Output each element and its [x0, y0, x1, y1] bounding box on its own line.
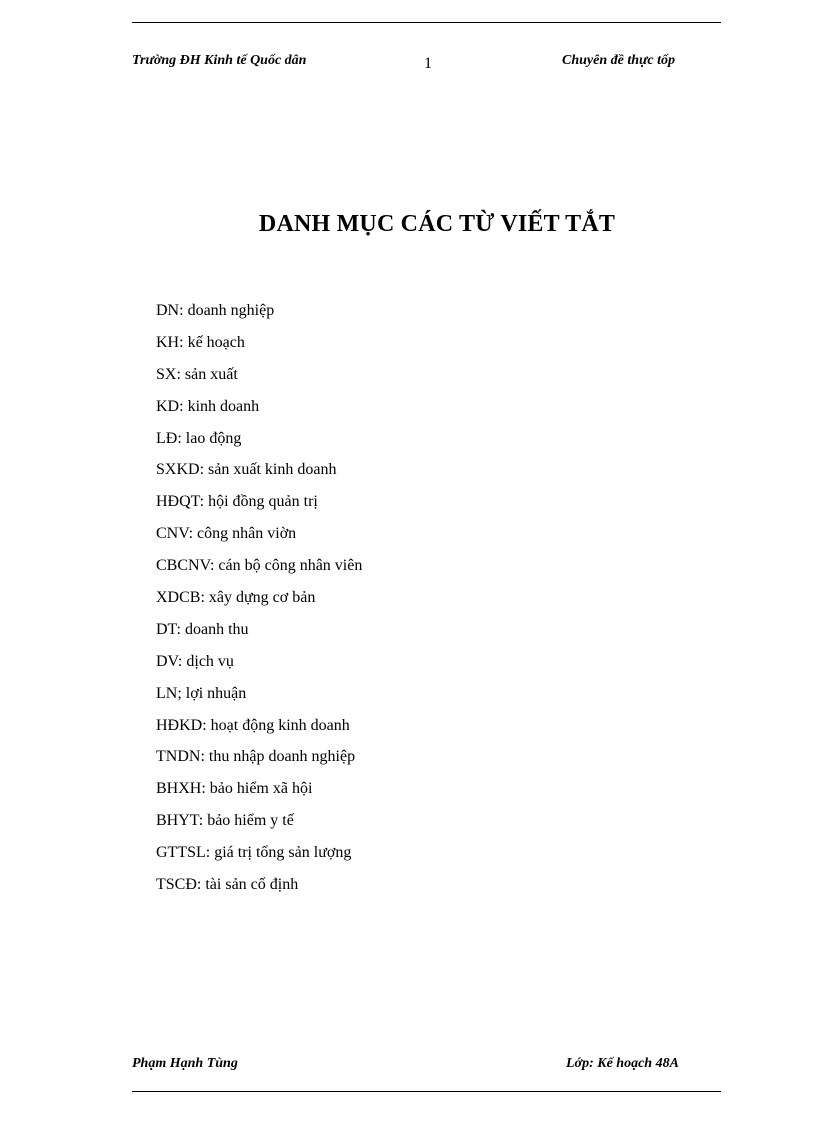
- list-item: [156, 364, 362, 396]
- list-item: [156, 459, 362, 491]
- abbreviation: CNV:: [156, 525, 194, 543]
- page-title: DANH MỤC CÁC TỪ VIẾT TẮT: [258, 211, 616, 237]
- list-item: [156, 778, 362, 810]
- footer-author-name: Phạm Hạnh Tùng: [132, 1056, 238, 1071]
- abbreviation-meaning: bảo hiểm y tế: [207, 812, 294, 830]
- header-rule: [132, 22, 721, 23]
- list-item: [156, 874, 362, 906]
- abbreviation: DV:: [156, 652, 183, 670]
- abbreviation: LĐ:: [156, 429, 182, 447]
- abbreviation-meaning: thu nhập doanh nghiệp: [208, 748, 356, 766]
- footer-rule: [132, 1091, 721, 1092]
- list-item: [156, 523, 362, 555]
- abbreviation-meaning: công nhân viờn: [197, 525, 297, 543]
- list-item: [156, 587, 362, 619]
- footer-class-name: Lớp: Kế hoạch 48A: [566, 1056, 679, 1071]
- abbreviation-meaning: lợi nhuận: [185, 684, 247, 702]
- abbreviation: HĐKD:: [156, 716, 207, 734]
- abbreviation: KH:: [156, 333, 184, 351]
- abbreviation: HĐQT:: [156, 493, 205, 511]
- abbreviation: DT:: [156, 620, 181, 638]
- list-item: [156, 491, 362, 523]
- list-item: [156, 300, 362, 332]
- abbreviation: BHYT:: [156, 812, 204, 830]
- abbreviation-meaning: giá trị tổng sản lượng: [214, 844, 352, 862]
- list-item: [156, 746, 362, 778]
- abbreviation: TNDN:: [156, 748, 205, 766]
- list-item: [156, 651, 362, 683]
- abbreviation-meaning: kế hoạch: [187, 333, 245, 351]
- page-number: 1: [424, 55, 432, 72]
- list-item: [156, 555, 362, 587]
- abbreviation-meaning: doanh nghiệp: [187, 302, 275, 319]
- abbreviation: GTTSL:: [156, 844, 211, 862]
- abbreviation-meaning: bảo hiểm xã hội: [209, 780, 313, 798]
- header-document-type: Chuyên đề thực tốp: [562, 53, 676, 68]
- abbreviation: DN:: [156, 302, 184, 319]
- abbreviation-meaning: tài sản cố định: [205, 876, 299, 894]
- abbreviation: SXKD:: [156, 461, 205, 479]
- abbreviation-meaning: hội đồng quản trị: [208, 493, 318, 511]
- list-item: [156, 332, 362, 364]
- list-item: [156, 396, 362, 428]
- abbreviation: KD:: [156, 397, 184, 415]
- abbreviation-meaning: doanh thu: [184, 620, 249, 638]
- abbreviation: SX:: [156, 365, 181, 383]
- list-item: [156, 715, 362, 747]
- header-school-name: Trường ĐH Kinh tế Quốc dân: [132, 53, 307, 68]
- abbreviation-meaning: sản xuất: [184, 365, 238, 383]
- abbreviation-meaning: xây dựng cơ bản: [208, 589, 316, 607]
- list-item: [156, 683, 362, 715]
- abbreviation-meaning: cán bộ công nhân viên: [218, 557, 363, 575]
- list-item: [156, 619, 362, 651]
- abbreviation-meaning: hoạt động kinh doanh: [210, 716, 350, 734]
- abbreviation: CBCNV:: [156, 557, 215, 575]
- abbreviation: TSCĐ:: [156, 876, 202, 894]
- abbreviation: XDCB:: [156, 589, 205, 607]
- list-item: [156, 428, 362, 460]
- abbreviation-meaning: lao động: [185, 429, 242, 447]
- abbreviation-meaning: sản xuất kinh doanh: [208, 461, 337, 479]
- list-item: [156, 810, 362, 842]
- abbreviation-meaning: dịch vụ: [186, 652, 234, 670]
- abbreviation: LN;: [156, 684, 182, 702]
- abbreviation-list: [156, 300, 362, 906]
- abbreviation: BHXH:: [156, 780, 206, 798]
- list-item: [156, 842, 362, 874]
- abbreviation-meaning: kinh doanh: [187, 397, 260, 415]
